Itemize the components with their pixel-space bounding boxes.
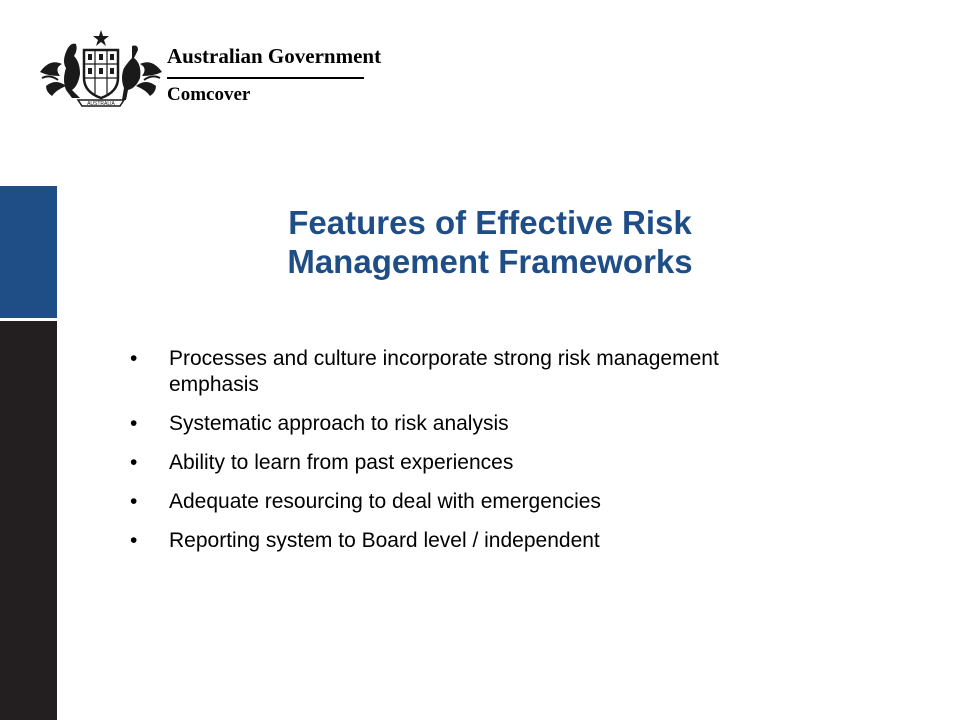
list-item bbox=[130, 450, 770, 476]
list-item-text: Processes and culture incorporate strong risk management emphasis bbox=[169, 347, 719, 396]
logo-divider bbox=[167, 77, 364, 79]
list-item bbox=[130, 489, 770, 515]
bullet-marker: • bbox=[130, 451, 138, 474]
slide-title bbox=[160, 203, 820, 281]
agency-name: Comcover bbox=[167, 84, 251, 105]
list-item-text: Systematic approach to risk analysis bbox=[169, 412, 509, 435]
list-item bbox=[130, 411, 770, 437]
bullet-marker: • bbox=[130, 490, 138, 513]
crest-ribbon-text: AUSTRALIA bbox=[87, 101, 115, 107]
list-item-text: Ability to learn from past experiences bbox=[169, 451, 514, 474]
list-item bbox=[130, 346, 770, 398]
coat-of-arms-icon bbox=[36, 28, 166, 110]
accent-bar-blue bbox=[0, 186, 57, 318]
list-item-text: Reporting system to Board level / independent bbox=[169, 529, 600, 552]
organisation-name: Australian Government bbox=[167, 44, 382, 68]
bullet-marker: • bbox=[130, 529, 138, 552]
government-logo bbox=[36, 28, 382, 110]
list-item bbox=[130, 528, 770, 554]
bullet-marker: • bbox=[130, 347, 138, 370]
bullet-marker: • bbox=[130, 412, 138, 435]
accent-bar-dark bbox=[0, 321, 57, 720]
list-item-text: Adequate resourcing to deal with emergencies bbox=[169, 490, 601, 513]
slide-title-line-2: Management Frameworks bbox=[287, 243, 693, 280]
slide-title-line-1: Features of Effective Risk bbox=[288, 204, 692, 241]
bullet-list bbox=[130, 346, 770, 567]
